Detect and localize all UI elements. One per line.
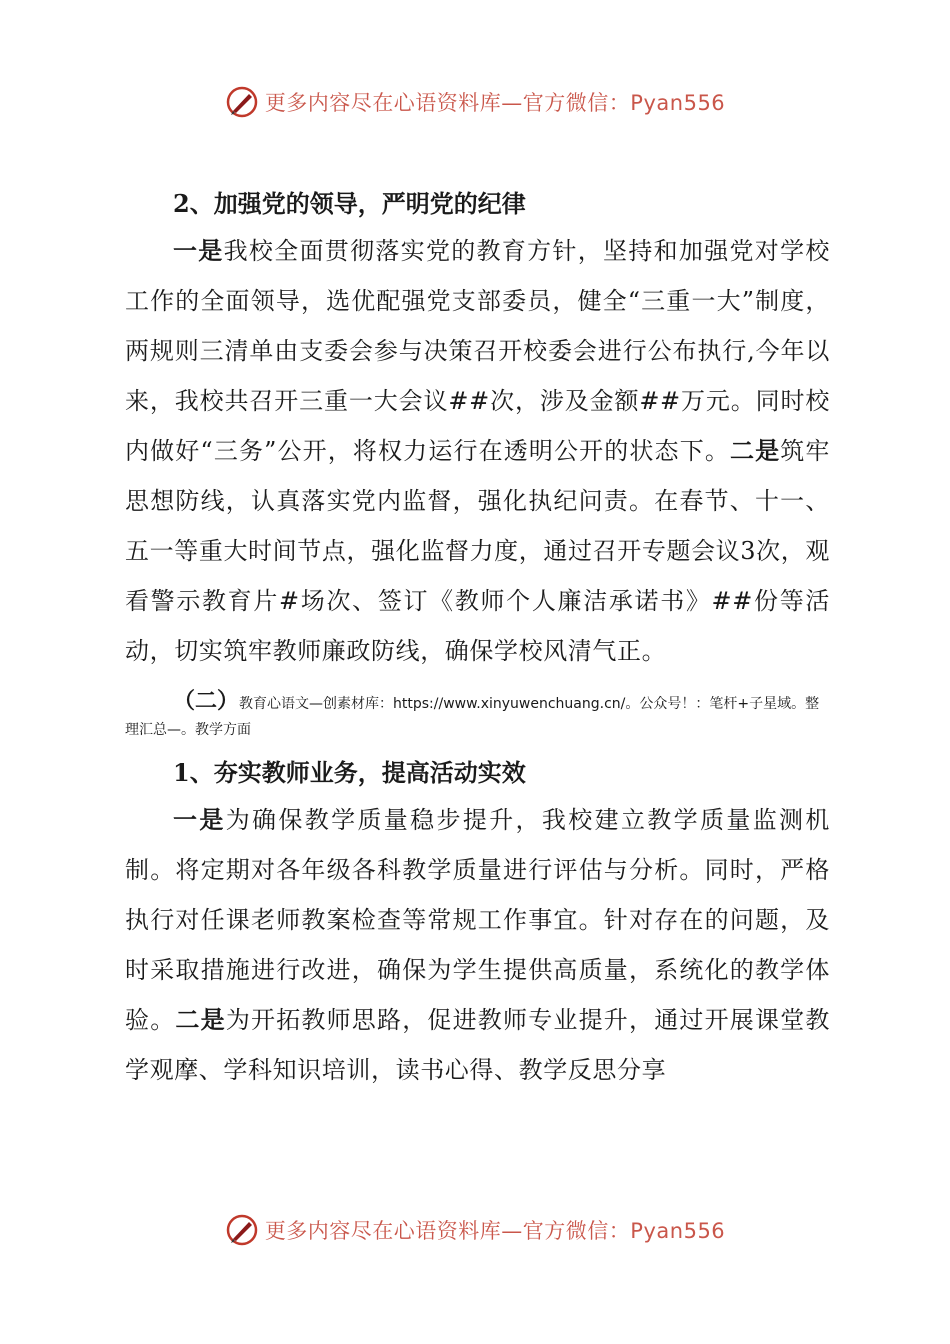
header-watermark-banner [0,82,950,122]
paragraph-text: 我校全面贯彻落实党的教育方针，坚持和加强党对学校工作的全面领导，选优配强党支部委员，健全“三重一大”制度，两规则三清单由支委会参与决策召开校委会进行公布执行,今年以来，我校共召开三重一大会议##次，涉及金额##万元。同时校内做好“三务”公开，将权力运行在透明公开的状态下。 [125,237,830,465]
pen-logo-icon [225,1213,259,1247]
lead-label: 二是 [175,1005,226,1034]
pen-logo-icon [225,85,259,119]
paragraph-text: 为开拓教师思路，促进教师专业提升，通过开展课堂教学观摩、学科知识培训，读书心得、教学反思分享 [125,1006,830,1084]
paragraph [125,226,830,676]
section-heading: 1、夯实教师业务，提高活动实效 [173,758,526,787]
section-heading: 2、加强党的领导，严明党的纪律 [173,189,526,218]
subsection-number: （二） [173,688,240,714]
paragraph [125,795,830,1095]
lead-label: 一是 [173,805,226,834]
footer-watermark-banner [0,1210,950,1250]
lead-label: 一是 [173,236,224,265]
subsection-title [125,688,830,743]
paragraph-text: 为确保教学质量稳步提升，我校建立教学质量监测机制。将定期对各年级各科教学质量进行评估与分析。同时，严格执行对任课老师教案检查等常规工作事宜。针对存在的问题，及时采取措施进行改进，确保为学生提供高质量，系统化的教学体验。 [125,806,830,1034]
document-body [125,182,830,1095]
watermark-text: 更多内容尽在心语资料库—官方微信：Pyan556 [264,91,726,115]
subsection-text: 教育心语文—创素材库：https://www.xinyuwenchuang.cn/。公众号！：笔杆+子星域。整理汇总—。教学方面 [125,696,820,738]
watermark-text: 更多内容尽在心语资料库—官方微信：Pyan556 [264,1219,726,1243]
paragraph-text: 筑牢思想防线，认真落实党内监督，强化执纪问责。在春节、十一、五一等重大时间节点，强化监督力度，通过召开专题会议3次，观看警示教育片#场次、签订《教师个人廉洁承诺书》##份等活动，切实筑牢教师廉政防线，确保学校风清气正。 [125,437,831,665]
lead-label: 二是 [729,436,781,465]
